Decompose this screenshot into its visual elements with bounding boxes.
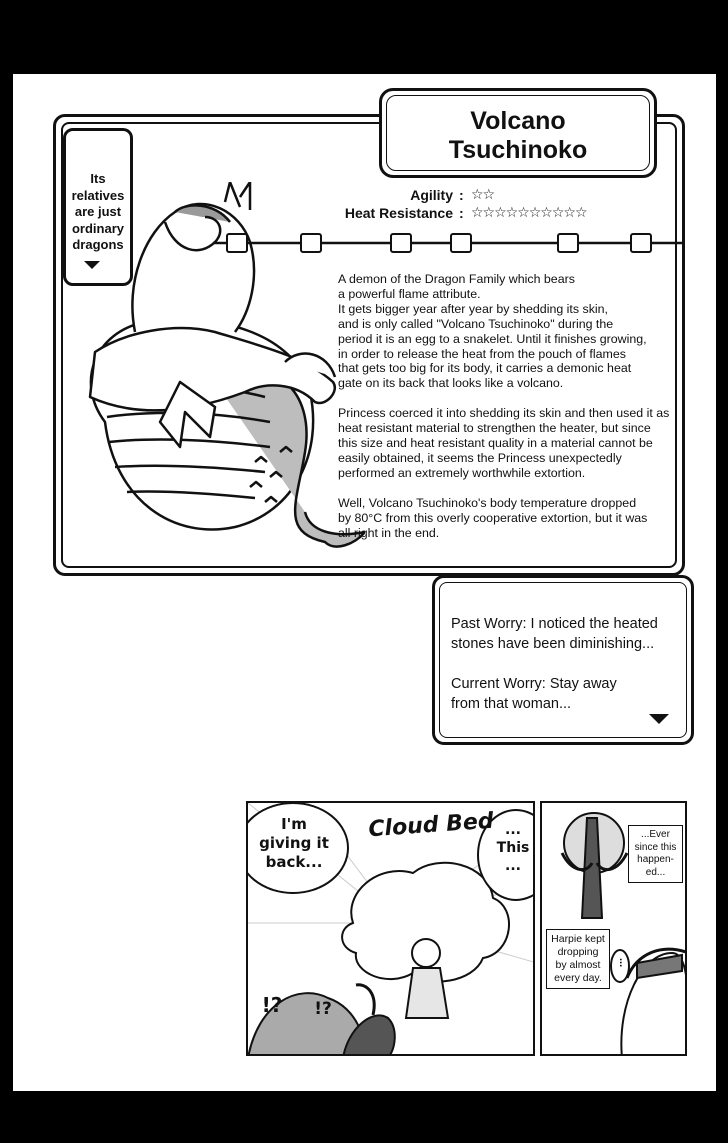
comic-panel-cloud-bed [246,801,535,1056]
star-rating: ☆☆☆☆☆☆☆☆☆☆ [471,205,587,221]
worry-box [432,575,694,745]
description-paragraph: Well, Volcano Tsuchinoko's body temperature dropped by 80°C from this overly cooperative extortion, but it was all right in the end. [338,495,648,540]
profile-description [338,272,678,556]
star-rating: ☆☆ [471,187,495,203]
stat-agility [313,186,613,204]
sfx-cloud-bed: Cloud Bed [367,808,495,843]
comic-panel-harpie [540,801,687,1056]
stats-list [313,186,613,222]
stat-label: Agility [410,187,453,203]
stat-heat-resistance [313,204,613,222]
profile-title: Volcano Tsuchinoko [448,107,588,164]
triangle-down-icon [649,714,669,724]
description-paragraph: Princess coerced it into shedding its skin and then used it as heat resistant material to strengthen the heater, but since this size and heat resistant quality in a material cannot be easily obtained, it seems the Princess unexpectedly performed an extremely worthwhile extortion. [338,406,670,480]
chain-divider [213,231,683,255]
speech-bubble-this: ... This ... [496,822,530,874]
title-box [379,88,657,178]
stat-label: Heat Resistance [344,205,453,221]
caption-harpie-visits: Harpie kept dropping by almost every day. [546,929,610,989]
stat-colon: : [459,205,464,221]
speech-bubble-giving-back: I'm giving it back... [259,815,329,871]
manga-page [13,74,716,1091]
side-note-box [63,128,133,286]
side-note-text: Its relatives are just ordinary dragons [71,171,125,252]
stat-colon: : [459,187,464,203]
thought-ellipsis: ... [617,958,629,968]
caption-ever-since: ...Ever since this happen- ed... [628,825,683,883]
description-paragraph: A demon of the Dragon Family which bears a powerful flame attribute. It gets bigger year after year by shedding its skin, and is only called "Volcano Tsuchinoko" during the period it is an egg to a snakelet. Until it finishes growing, in order to release the heat from the pouch of flames that gets too big for its body, it carries a demonic heat gate on its back that looks like a volcano. [338,272,647,391]
exclamation-mark-1: !? [261,993,283,1017]
triangle-down-icon [84,261,100,269]
worry-text: Past Worry: I noticed the heated stones have been diminishing... Current Worry: Stay away from that woman... [451,616,658,712]
exclamation-mark-2: !? [314,999,332,1019]
